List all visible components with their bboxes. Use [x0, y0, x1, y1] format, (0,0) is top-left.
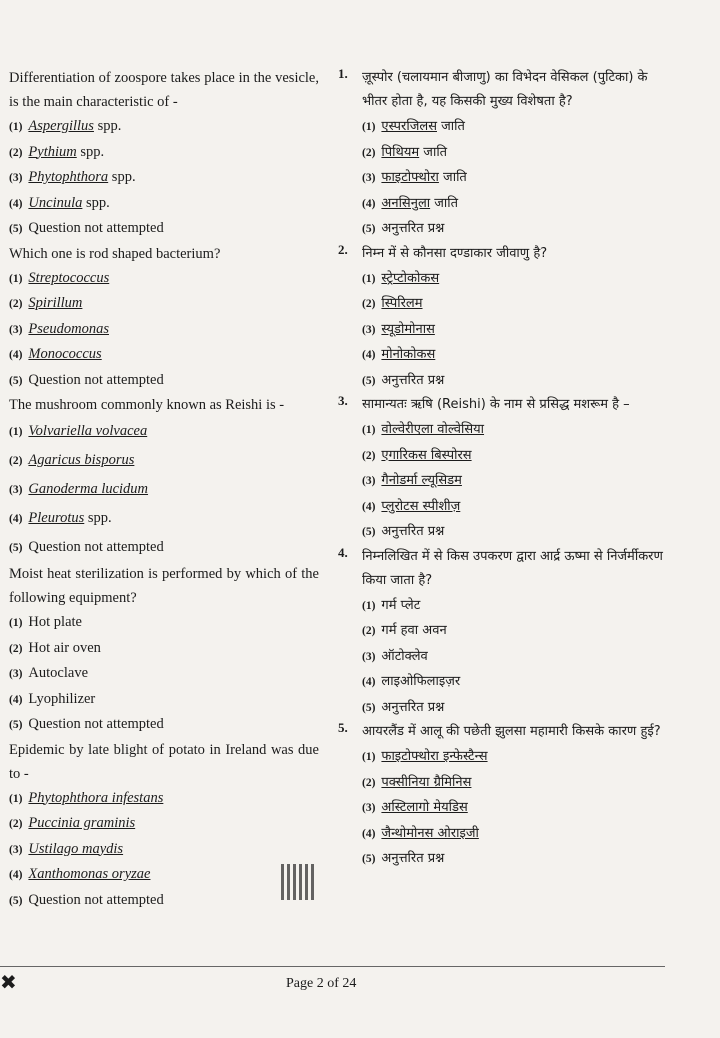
question-5-hi: [338, 720, 668, 872]
option-1: (1) फाइटोफ्थोरा इन्फेस्टैन्स: [362, 749, 488, 764]
qr-code-image: [281, 864, 317, 900]
option-5: (5) अनुत्तरित प्रश्न: [362, 524, 445, 539]
option-5: (5) अनुत्तरित प्रश्न: [362, 851, 445, 866]
question-2-en: [9, 242, 319, 394]
question-number: 5.: [338, 720, 348, 735]
option-3: (3) Ganoderma lucidum: [9, 481, 149, 497]
option-4: (4) प्लुरोटस स्पीशीज़: [362, 498, 461, 514]
question-stem: ज़ूस्पोर (चलायमान बीजाणु) का विभेदन वेसिकल (पुटिका) के भीतर होता है, यह किसकी मुख्य विशेषता है?: [362, 70, 648, 109]
question-3-hi: [338, 393, 668, 545]
english-column: [9, 66, 319, 913]
question-stem: Which one is rod shaped bacterium?: [9, 245, 221, 262]
option-2: (2) Spirillum: [9, 295, 83, 311]
option-4: (4) लाइओफिलाइज़र: [362, 674, 461, 689]
question-stem: सामान्यतः ऋषि (Reishi) के नाम से प्रसिद्ध मशरूम है –: [362, 397, 630, 412]
option-5: (5) Question not attempted: [9, 716, 164, 732]
option-3: (3) फाइटोफ्थोरा जाति: [362, 170, 467, 185]
option-2: (2) पक्सीनिया ग्रैमिनिस: [362, 774, 472, 790]
option-4: (4) Monococcus: [9, 346, 102, 362]
option-5: (5) अनुत्तरित प्रश्न: [362, 372, 445, 388]
option-2: (2) Hot air oven: [9, 639, 101, 656]
option-1: (1) Volvariella volvacea: [9, 423, 148, 439]
question-stem: Moist heat sterilization is performed by which of the following equipment?: [9, 566, 319, 606]
option-1: (1) Aspergillus spp.: [9, 118, 122, 134]
option-3: (3) गैनोडर्मा ल्यूसिडम: [362, 473, 462, 488]
question-number: 3.: [338, 393, 348, 408]
option-2: (2) गर्म हवा अवन: [362, 623, 447, 638]
question-stem: आयरलैंड में आलू की पछेती झुलसा महामारी किसके कारण हुई?: [362, 724, 661, 739]
question-stem: Epidemic by late blight of potato in Ireland was due to -: [9, 741, 319, 782]
option-4: (4) मोनोकोकस: [362, 347, 436, 362]
option-2: (2) Pythium spp.: [9, 143, 105, 160]
option-4: (4) Lyophilizer: [9, 690, 96, 707]
question-2-hi: [338, 242, 668, 394]
option-1: (1) Hot plate: [9, 614, 82, 630]
page-number: Page 2 of 24: [286, 976, 357, 991]
option-3: (3) Autoclave: [9, 665, 89, 681]
option-3: (3) Pseudomonas: [9, 320, 109, 337]
question-number: 4.: [338, 544, 348, 560]
question-1-hi: [338, 66, 668, 242]
question-stem: Differentiation of zoospore takes place in the vesicle, is the main characteristic of -: [9, 70, 319, 110]
option-2: (2) Agaricus bisporus: [9, 452, 135, 468]
option-4: (4) जैन्थोमोनस ओराइजी: [362, 825, 479, 841]
option-2: (2) पिथियम जाति: [362, 144, 448, 160]
option-3: (3) Phytophthora spp.: [9, 169, 136, 185]
footer-divider: [0, 966, 665, 967]
option-4: (4) Pleurotus spp.: [9, 510, 112, 526]
cross-mark-icon: ✖: [0, 970, 17, 994]
option-3: (3) स्यूडोमोनास: [362, 321, 435, 337]
option-3: (3) ऑटोक्लेव: [362, 648, 428, 664]
option-4: (4) अनसिनुला जाति: [362, 195, 459, 211]
option-1: (1) एस्परजिलस जाति: [362, 119, 465, 134]
option-5: (5) Question not attempted: [9, 371, 164, 388]
option-1: (1) Streptococcus: [9, 269, 110, 286]
option-1: (1) स्ट्रेप्टोकोकस: [362, 270, 440, 286]
question-stem: निम्नलिखित में से किस उपकरण द्वारा आर्द्र ऊष्मा से निर्जर्मीकरण किया जाता है?: [362, 548, 663, 588]
question-4-en: [9, 562, 319, 738]
question-number: 2.: [338, 241, 348, 257]
option-5: (5) Question not attempted: [9, 539, 164, 555]
option-3: (3) अस्टिलागो मेयडिस: [362, 800, 468, 815]
option-1: (1) गर्म प्लेट: [362, 597, 421, 613]
option-4: (4) Xanthomonas oryzae: [9, 866, 151, 882]
hindi-column: [338, 66, 668, 872]
option-2: (2) एगारिकस बिस्पोरस: [362, 447, 472, 463]
option-5: (5) अनुत्तरित प्रश्न: [362, 221, 445, 236]
option-2: (2) Puccinia graminis: [9, 815, 136, 831]
question-5-en: [9, 738, 319, 914]
option-2: (2) स्पिरिलम: [362, 296, 423, 311]
option-5: (5) Question not attempted: [9, 891, 164, 908]
option-5: (5) Question not attempted: [9, 220, 164, 236]
question-4-hi: [338, 545, 668, 721]
question-1-en: [9, 66, 319, 242]
option-1: (1) Phytophthora infestans: [9, 789, 164, 806]
option-4: (4) Uncinula spp.: [9, 194, 110, 211]
question-stem: निम्न में से कौनसा दण्डाकार जीवाणु है?: [362, 245, 548, 261]
question-3-en: [9, 393, 319, 562]
question-number: 1.: [338, 66, 348, 81]
option-5: (5) अनुत्तरित प्रश्न: [362, 699, 445, 715]
option-3: (3) Ustilago maydis: [9, 840, 124, 857]
question-stem: The mushroom commonly known as Reishi is -: [9, 397, 285, 413]
option-1: (1) वोल्वेरीएला वोल्वेसिया: [362, 422, 485, 437]
